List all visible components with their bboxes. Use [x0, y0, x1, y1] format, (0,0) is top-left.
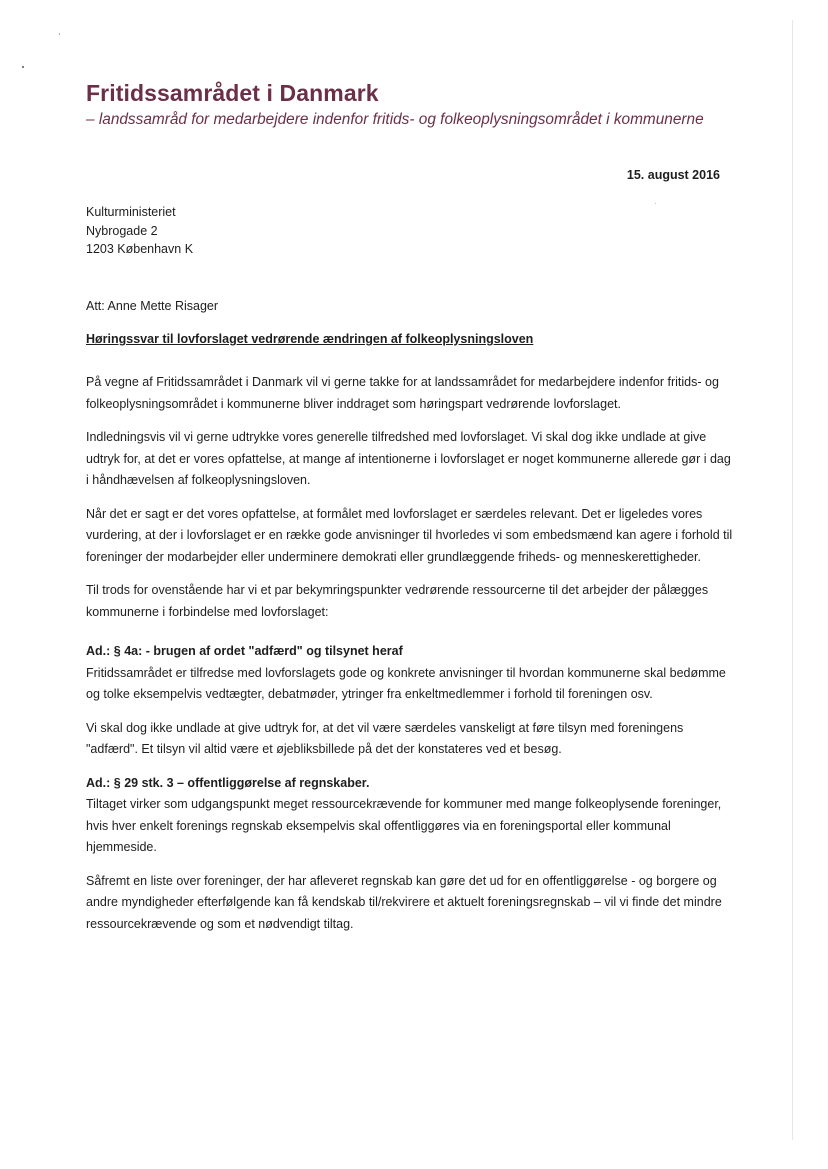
letter-body: [86, 372, 736, 935]
section-paragraph: Tiltaget virker som udgangspunkt meget ressourcekrævende for kommuner med mange folkeoplysende foreninger, hvis hver enkelt forenings regnskab eksempelvis skal offentliggøres via en foreningsportal eller kommunal hjemmeside.: [86, 797, 722, 854]
scan-speck: [22, 66, 24, 68]
section-paragraph: Såfremt en liste over foreninger, der har afleveret regnskab kan gøre det ud for en offentliggørelse - og borgere og andre myndigheder efterfølgende kan få kendskab til/rekvirere et aktuelt foreningsregnskab – vil vi finde det mindre ressourcekrævende og som et nødvendigt tiltag.: [86, 873, 722, 931]
section-paragraph: Vi skal dog ikke undlade at give udtryk for, at det vil være særdeles vanskeligt at føre tilsyn med foreningens "adfærd". Et tilsyn vil altid være et øjebliksbillede på det der konstateres ved et besøg.: [86, 720, 684, 756]
scan-speck: [59, 33, 60, 35]
letter-subject: Høringssvar til lovforslaget vedrørende ændringen af folkeoplysningsloven: [86, 332, 534, 346]
section-heading: Ad.: § 4a: - brugen af ordet "adfærd" og tilsynet heraf: [86, 644, 403, 658]
section-heading: Ad.: § 29 stk. 3 – offentliggørelse af regnskaber.: [86, 775, 370, 790]
recipient-address: [86, 203, 193, 259]
scan-edge-line: [792, 20, 793, 1140]
organization-tagline: – landssamråd for medarbejdere indenfor fritids- og folkeoplysningsområdet i kommunerne: [86, 111, 704, 128]
body-paragraph: Til trods for ovenstående har vi et par bekymringspunkter vedrørende ressourcerne til det arbejder der pålægges kommunerne i forbindelse med lovforslaget:: [86, 583, 709, 619]
body-paragraph: På vegne af Fritidssamrådet i Danmark vil vi gerne takke for at landssamrådet for medarbejdere indenfor fritids- og folkeoplysningsområdet i kommunerne bliver inddraget som høringspart vedrørende lovforslaget.: [86, 375, 719, 411]
recipient-line: Kulturministeriet: [86, 205, 176, 219]
body-paragraph: Indledningsvis vil vi gerne udtrykke vores generelle tilfredshed med lovforslaget. Vi skal dog ikke undlade at give udtryk for, at det er vores opfattelse, at mange af intentionerne i lovforslaget er noget kommunerne allerede gør i dag i håndhævelsen af folkeoplysningsloven.: [86, 430, 731, 487]
organization-name: Fritidssamrådet i Danmark: [86, 80, 379, 106]
section-paragraph: Fritidssamrådet er tilfredse med lovforslagets gode og konkrete anvisninger til hvordan kommunerne skal bedømme og tolke eksempelvis vedtægter, debatmøder, ytringer fra enkeltmedlemmer i forhold til foreningen osv.: [86, 665, 726, 701]
letter-date: 15. august 2016: [626, 168, 720, 182]
scan-speck: [655, 203, 656, 204]
recipient-line: Nybrogade 2: [86, 223, 158, 238]
attention-line: Att: Anne Mette Risager: [86, 299, 219, 313]
body-paragraph: Når det er sagt er det vores opfattelse, at formålet med lovforslaget er særdeles relevant. Det er ligeledes vores vurdering, at der i lovforslaget er en række gode anvisninger til hvorledes vi som embedsmænd kan agere i forhold til foreninger der modarbejder eller underminere demokrati eller grundlæggende friheds- og menneskerettigheder.: [86, 506, 733, 564]
recipient-line: 1203 København K: [86, 242, 194, 256]
